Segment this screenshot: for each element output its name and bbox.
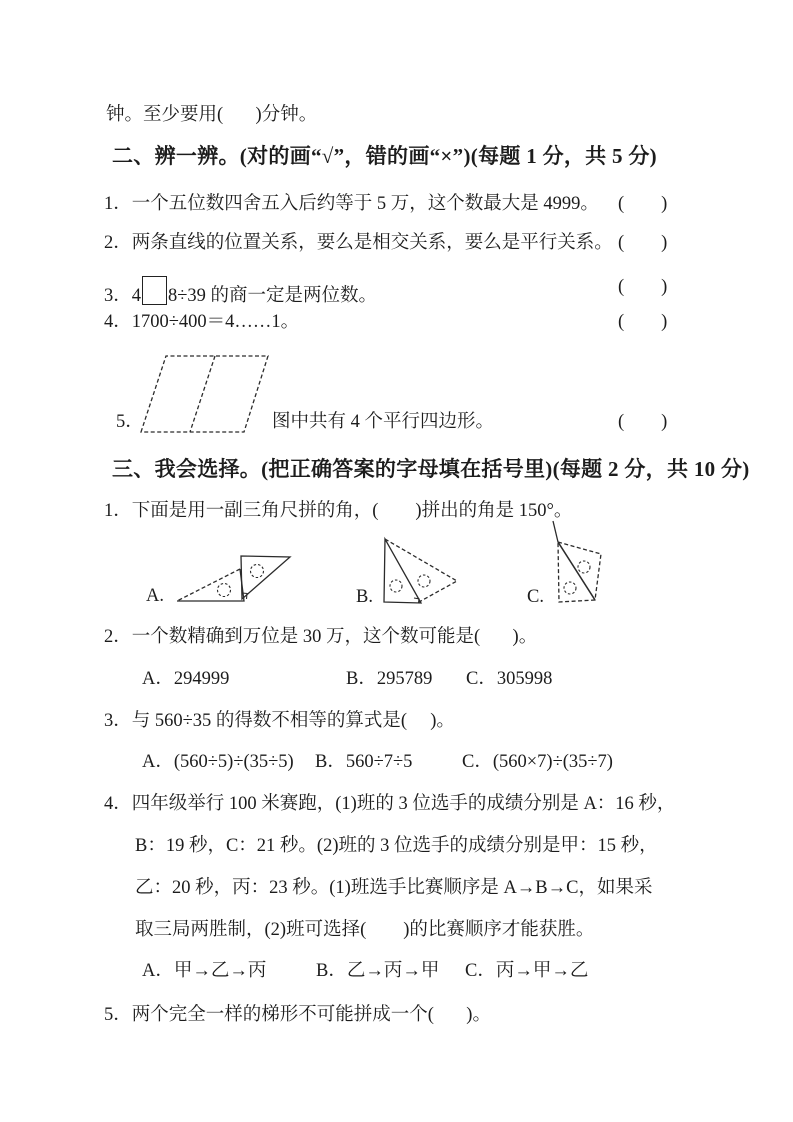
tf-item-3-post: 8÷39 的商一定是两位数。 xyxy=(168,286,378,306)
tf-item-1: 1．一个五位数四舍五入后约等于 5 万，这个数最大是 4999。 xyxy=(104,194,599,214)
set-square-figure-b xyxy=(377,520,469,608)
answer-blank-3: ( ) xyxy=(618,277,668,297)
answer-blank-5: ( ) xyxy=(618,412,668,432)
answer-blank-4: ( ) xyxy=(618,312,668,332)
mc-q5-text: 5．两个完全一样的梯形不可能拼成一个( )。 xyxy=(104,1005,491,1025)
tf-item-3 xyxy=(104,276,377,308)
mc-q4-option-c: C．丙→甲→乙 xyxy=(465,961,589,981)
mc-q1-text: 1．下面是用一副三角尺拼的角，( )拼出的角是 150°。 xyxy=(104,501,573,521)
figure-label-a: A. xyxy=(146,586,164,606)
section2-heading: 二、辨一辨。(对的画“√”，错的画“×”)(每题 1 分，共 5 分) xyxy=(112,144,657,168)
set-square-figure-c xyxy=(542,516,614,610)
tf-item-3-pre: 3．4 xyxy=(104,286,142,306)
mc-q4-option-b: B．乙→丙→甲 xyxy=(316,961,440,981)
mc-q3-text: 3．与 560÷35 的得数不相等的算式是( )。 xyxy=(104,711,455,731)
mc-q3-option-b: B．560÷7÷5 xyxy=(315,752,413,772)
mc-q4-line-4: 取三局两胜制，(2)班可选择( )的比赛顺序才能获胜。 xyxy=(135,920,595,940)
tf-item-5-number: 5． xyxy=(116,412,144,432)
mc-q2-option-a: A．294999 xyxy=(142,669,230,689)
answer-blank-1: ( ) xyxy=(618,194,668,214)
intro-line: 钟。至少要用( )分钟。 xyxy=(106,105,318,125)
digit-box xyxy=(142,276,167,305)
tf-item-5-caption: 图中共有 4 个平行四边形。 xyxy=(272,412,495,432)
mc-q2-option-c: C．305998 xyxy=(466,669,553,689)
parallelogram-figure xyxy=(136,350,276,438)
mc-q2-text: 2．一个数精确到万位是 30 万，这个数可能是( )。 xyxy=(104,627,538,647)
mc-q3-option-a: A．(560÷5)÷(35÷5) xyxy=(142,752,294,772)
set-square-figure-a xyxy=(172,549,294,607)
mc-q4-line-3: 乙：20 秒，丙：23 秒。(1)班选手比赛顺序是 A→B→C，如果采 xyxy=(135,878,653,898)
mc-q4-line-2: B：19 秒，C：21 秒。(2)班的 3 位选手的成绩分别是甲：15 秒， xyxy=(135,836,658,856)
figure-label-b: B. xyxy=(356,587,373,607)
figure-label-c: C. xyxy=(527,587,544,607)
tf-item-4: 4．1700÷400＝4……1。 xyxy=(104,312,300,332)
mc-q3-option-c: C．(560×7)÷(35÷7) xyxy=(462,752,613,772)
mc-q4-line-1: 4．四年级举行 100 米赛跑，(1)班的 3 位选手的成绩分别是 A：16 秒， xyxy=(104,794,676,814)
mc-q4-option-a: A．甲→乙→丙 xyxy=(142,961,267,981)
section3-heading: 三、我会选择。(把正确答案的字母填在括号里)(每题 2 分，共 10 分) xyxy=(112,457,750,481)
answer-blank-2: ( ) xyxy=(618,233,668,253)
mc-q2-option-b: B．295789 xyxy=(346,669,433,689)
tf-item-2: 2．两条直线的位置关系，要么是相交关系，要么是平行关系。 xyxy=(104,233,613,253)
